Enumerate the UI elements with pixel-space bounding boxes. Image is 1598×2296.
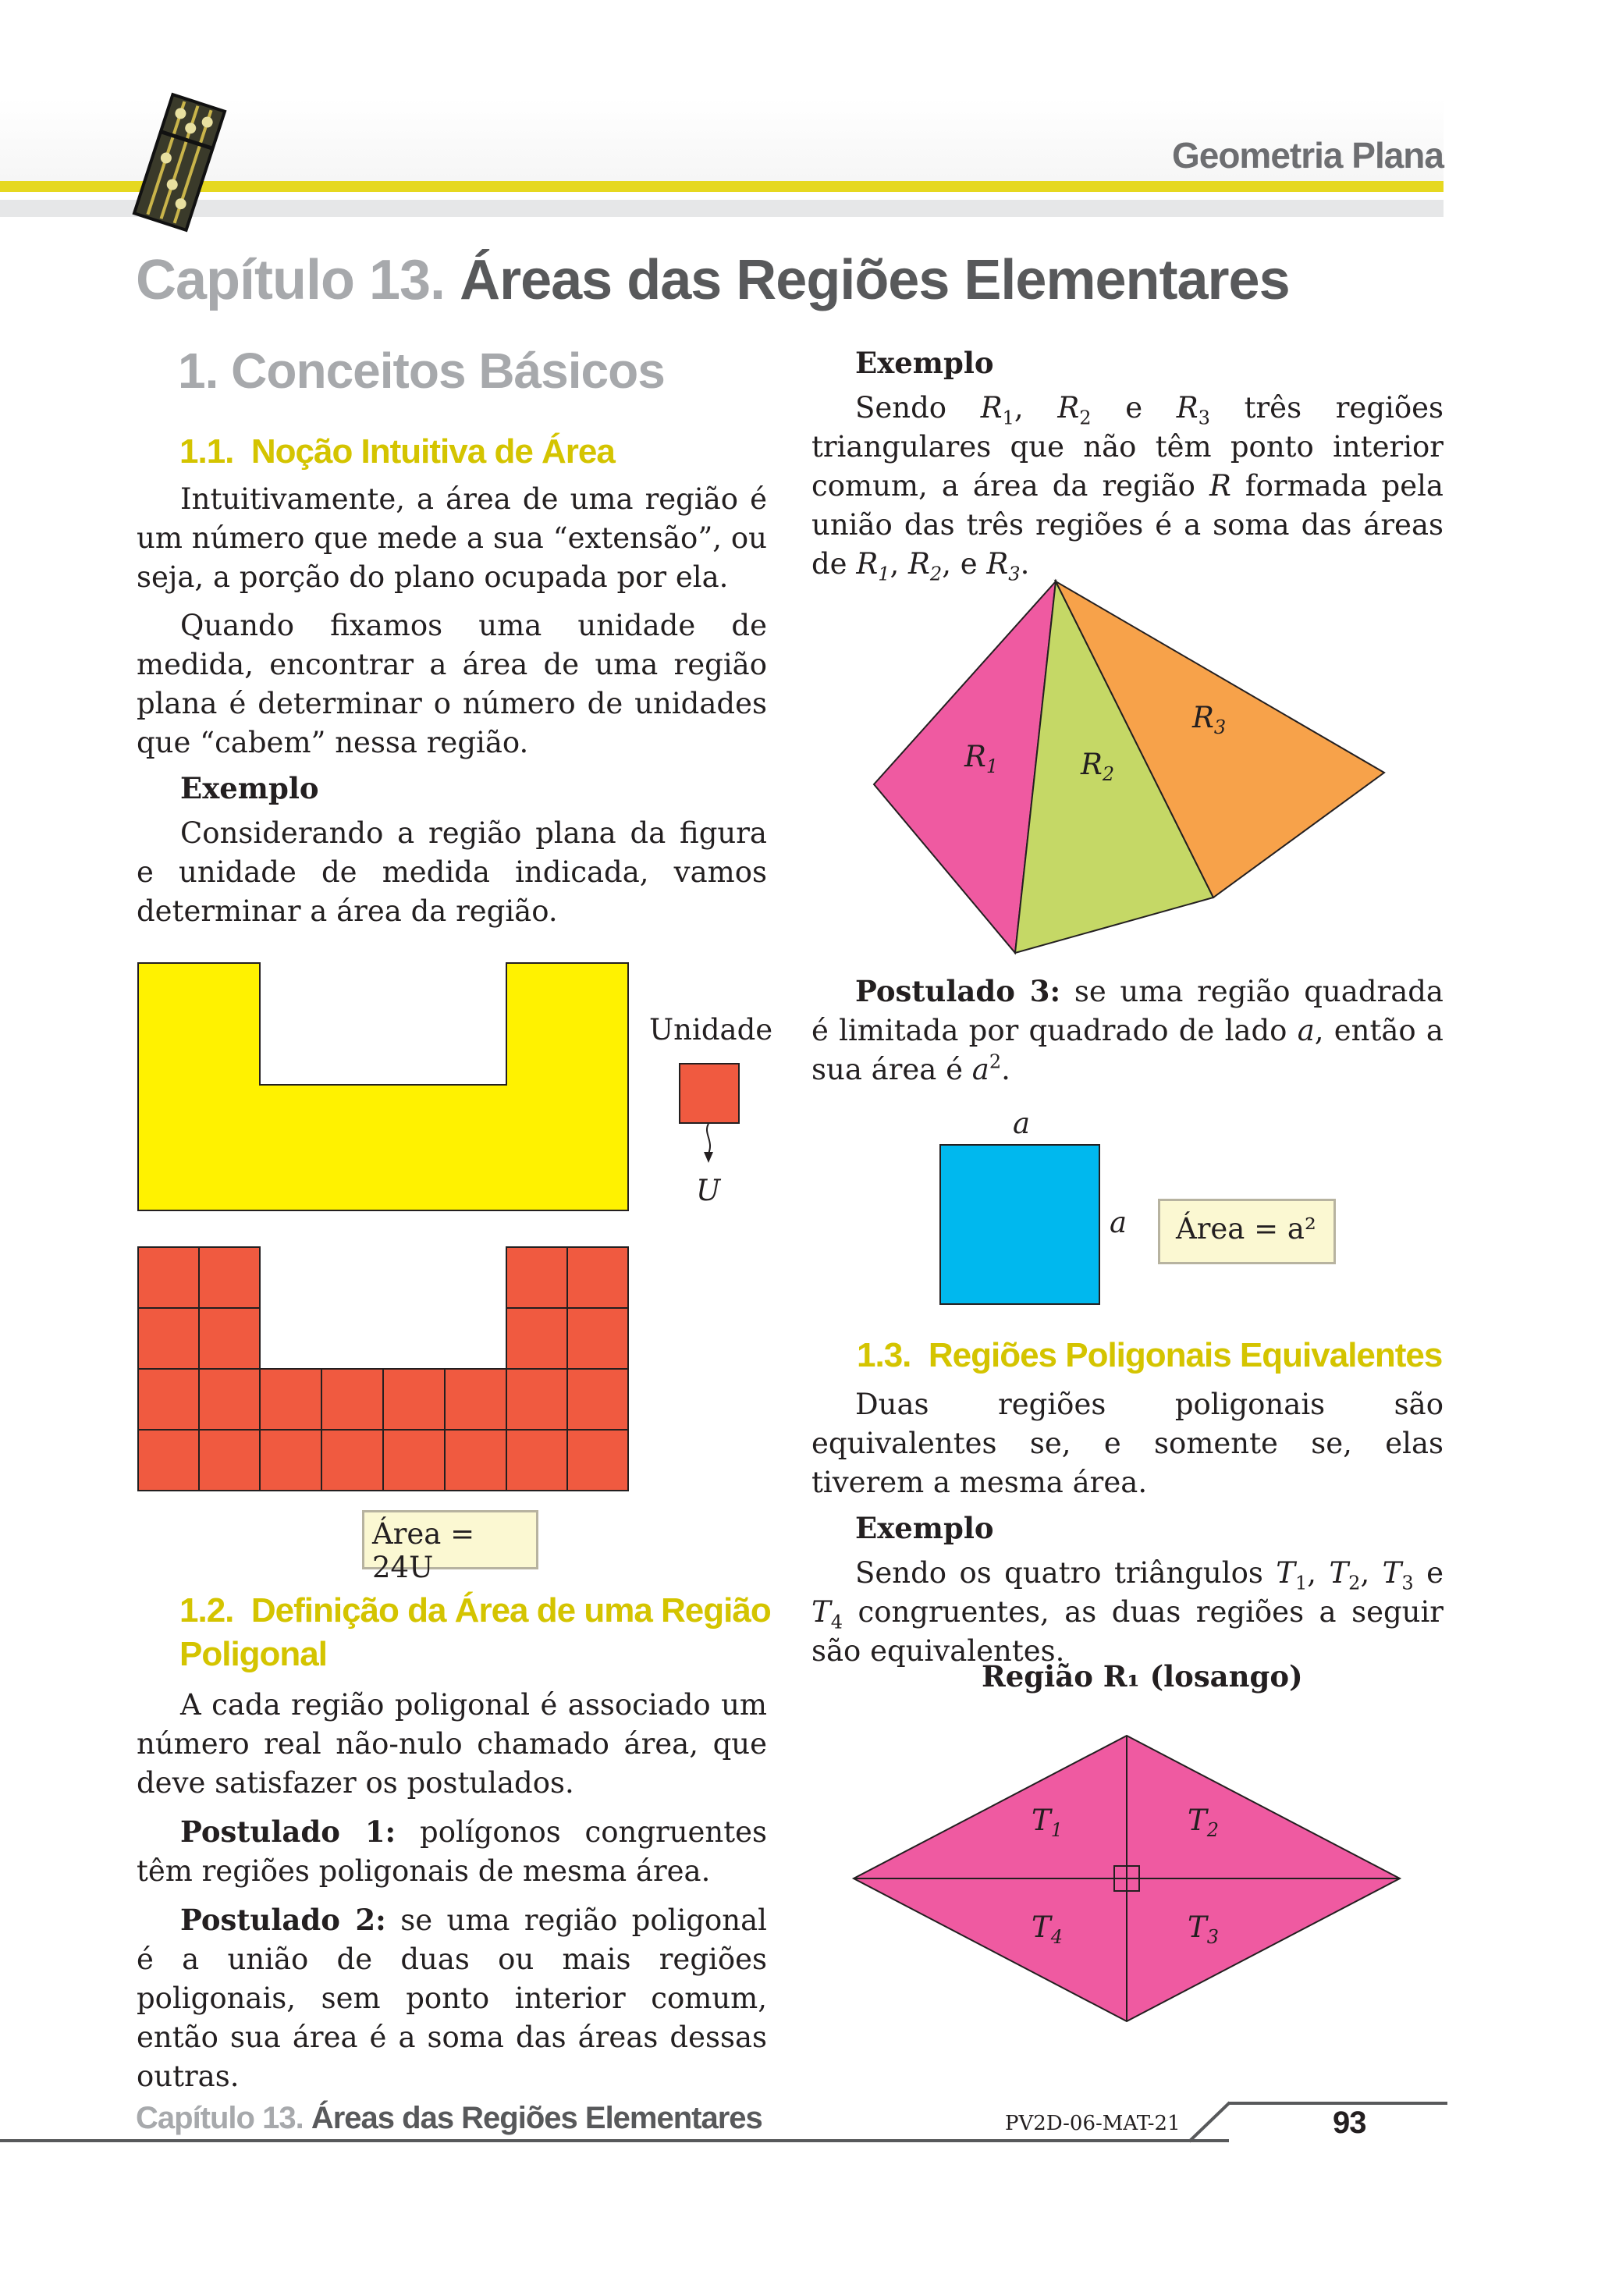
- abacus-icon: [117, 92, 242, 233]
- heading-1-1: [179, 432, 615, 471]
- regions-text-c: formada pela união das três regiões é a soma das áreas de: [811, 469, 1444, 581]
- postulate-2-text: se uma região poligonal é a união de duas ou mais regiões poligonais, sem ponto interior comum, então sua área é a soma das áreas dessas outras.: [137, 1903, 767, 2093]
- footer-chapter: [136, 2101, 762, 2136]
- postulates-text: [137, 1686, 767, 2096]
- square-side-label: a: [1110, 1206, 1127, 1239]
- postulate-3: Postulado 3: se uma região quadrada é limitada por quadrado de lado a, então a sua área é $a^2$.: [811, 974, 1444, 1086]
- red-grid-region: [137, 1246, 632, 1493]
- postulate-2: [137, 1900, 767, 2096]
- unit-label: Unidade: [649, 1013, 773, 1047]
- label-T1: $T_1$: [1032, 1804, 1063, 1841]
- regions-text-a: Sendo: [855, 391, 981, 425]
- postulate-1: [137, 1812, 767, 1891]
- area-a2-box: Área = a²: [1158, 1199, 1336, 1264]
- paragraph-definition: A cada região poligonal é associado um número real não-nulo chamado área, que deve satisfazer os postulados.: [137, 1688, 767, 1800]
- paragraph-equivalent: Duas regiões poligonais são equivalentes se, e somente se, elas tiverem a mesma área.: [811, 1388, 1444, 1499]
- label-T3: $T_3$: [1188, 1910, 1219, 1948]
- regions-and: e: [1125, 391, 1143, 425]
- region-r1-title: Região R₁ (losango): [982, 1659, 1303, 1694]
- heading-1-2-number: 1.2.: [179, 1591, 234, 1630]
- triangles-text-b: congruentes, as duas regiões a seguir são equivalentes.: [811, 1595, 1444, 1668]
- label-T2: $T_2$: [1188, 1804, 1219, 1841]
- heading-1-3-number: 1.3.: [857, 1336, 911, 1374]
- heading-1-2-title-line1: Definição da Área de uma Região: [250, 1591, 771, 1630]
- triangles-text-a: Sendo os quatro triângulos: [855, 1556, 1277, 1590]
- unit-square: [679, 1063, 740, 1124]
- paragraph-example: Considerando a região plana da figura e unidade de medida indicada, vamos determinar a área da região.: [137, 816, 767, 928]
- label-R3: $R_3$: [1192, 701, 1227, 738]
- example-label-left: Exemplo: [180, 771, 319, 805]
- example-r-text: [811, 343, 1444, 584]
- footer-chapter-title: Áreas das Regiões Elementares: [311, 2101, 762, 2135]
- footer-code: PV2D-06-MAT-21: [1005, 2112, 1181, 2135]
- chapter-name: Áreas das Regiões Elementares: [460, 249, 1290, 311]
- postulate-3-label: Postulado 3:: [855, 974, 1061, 1008]
- heading-1-2: [179, 1589, 771, 1676]
- postulate-1-text: polígonos congruentes têm regiões poligonais de mesma área.: [137, 1815, 767, 1888]
- postulate-3-text-a: se uma região quadrada é limitada por quadrado de lado: [811, 975, 1444, 1047]
- heading-1-1-number: 1.1.: [179, 432, 234, 471]
- postulate-3-text-b: , então a sua área é: [811, 1014, 1444, 1086]
- yellow-u-region: [137, 962, 632, 1212]
- paragraph-intuitive: Intuitivamente, a área de uma região é um número que mede a sua “extensão”, ou seja, a porção do plano ocupada por ela.: [137, 482, 767, 594]
- example-label-right-2: Exemplo: [855, 1511, 994, 1545]
- chapter-prefix: Capítulo 13.: [136, 249, 446, 311]
- triangles-figure: [866, 578, 1397, 960]
- paragraph-regions: Sendo $R_1$, $R_2$ e $R_3$ três regiões triangulares que não têm ponto interior comum, a área da região R formada pela união das três regiões é a soma das áreas de $R_1$, $R_2$, e $R_3$.: [811, 391, 1444, 585]
- label-R1: $R_1$: [964, 740, 999, 777]
- square-top-label: a: [1013, 1107, 1031, 1140]
- section-title: Geometria Plana: [1171, 135, 1444, 176]
- footer-chapter-prefix: Capítulo 13.: [136, 2101, 304, 2135]
- footer-rule-right: [1229, 2102, 1447, 2105]
- footer-rule: [0, 2139, 1229, 2142]
- postulate-3-text: [811, 972, 1444, 1089]
- area-24u-box: Área = 24U: [362, 1510, 538, 1569]
- intro-text: [137, 480, 767, 931]
- equivalent-text: [811, 1385, 1444, 1671]
- section-heading-1: 1. Conceitos Básicos: [178, 343, 665, 399]
- heading-1-1-title: Noção Intuitiva de Área: [250, 432, 615, 471]
- unit-symbol: U: [696, 1174, 721, 1207]
- footer-rule-diagonal: [1186, 2099, 1233, 2145]
- region-R: R: [1209, 469, 1231, 503]
- heading-1-3: [857, 1336, 1442, 1375]
- cyan-square: [939, 1144, 1100, 1305]
- chapter-title: [136, 248, 1290, 312]
- page-number: 93: [1333, 2106, 1366, 2140]
- paragraph-unit: Quando fixamos uma unidade de medida, encontrar a área de uma região plana é determinar o número de unidades que “cabem” nessa região.: [137, 609, 767, 759]
- postulate-1-label: Postulado 1:: [180, 1814, 396, 1849]
- label-T4: $T_4$: [1032, 1910, 1063, 1948]
- rhombus-figure: [850, 1733, 1404, 2029]
- paragraph-triangles: Sendo os quatro triângulos $T_1$, $T_2$, $T_3$ e $T_4$ congruentes, as duas regiões a seguir são equivalentes.: [811, 1556, 1444, 1668]
- postulate-2-label: Postulado 2:: [180, 1903, 386, 1937]
- heading-1-3-title: Regiões Poligonais Equivalentes: [928, 1336, 1443, 1374]
- side-var: a: [1297, 1014, 1315, 1047]
- arrow-down-icon: [697, 1124, 720, 1168]
- regions-text-b: três regiões triangulares que não têm ponto interior comum, a área da região: [811, 391, 1444, 503]
- example-label-right: Exemplo: [855, 346, 994, 380]
- label-R2: $R_2$: [1081, 748, 1115, 785]
- heading-1-2-title-line2: Poligonal: [179, 1635, 327, 1673]
